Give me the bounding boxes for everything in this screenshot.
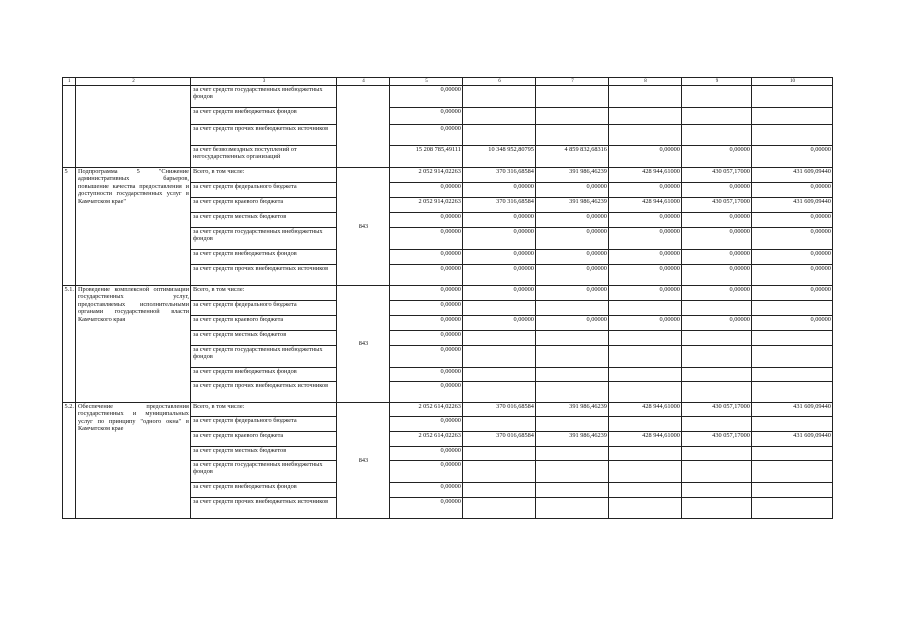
amount-cell: 0,00000 xyxy=(390,108,463,125)
funding-source: за счет средств краевого бюджета xyxy=(191,432,337,447)
amount-cell: 428 944,61000 xyxy=(609,432,682,447)
amount-cell xyxy=(682,346,752,368)
funding-source: за счет средств государственных внебюджетных фондов xyxy=(191,228,337,250)
amount-cell: 0,00000 xyxy=(609,228,682,250)
amount-cell: 0,00000 xyxy=(390,483,463,498)
amount-cell: 2 052 914,02263 xyxy=(390,168,463,183)
amount-cell: 0,00000 xyxy=(463,213,536,228)
item-number: 5.2. xyxy=(63,403,76,519)
item-number xyxy=(63,86,76,168)
amount-cell xyxy=(463,368,536,382)
amount-cell xyxy=(609,483,682,498)
amount-cell: 0,00000 xyxy=(463,228,536,250)
amount-cell: 0,00000 xyxy=(390,447,463,461)
amount-cell: 430 057,17000 xyxy=(682,403,752,417)
amount-cell xyxy=(682,301,752,316)
amount-cell: 428 944,61000 xyxy=(609,198,682,213)
amount-cell: 370 316,68584 xyxy=(463,198,536,213)
amount-cell xyxy=(682,86,752,108)
amount-cell xyxy=(752,301,833,316)
column-header: 3 xyxy=(191,78,337,86)
amount-cell: 0,00000 xyxy=(536,228,609,250)
column-header: 1 xyxy=(63,78,76,86)
amount-cell xyxy=(609,125,682,146)
amount-cell xyxy=(682,382,752,403)
amount-cell: 391 986,46239 xyxy=(536,168,609,183)
amount-cell: 0,00000 xyxy=(390,331,463,346)
amount-cell xyxy=(536,447,609,461)
amount-cell: 0,00000 xyxy=(682,146,752,168)
amount-cell xyxy=(463,125,536,146)
amount-cell: 430 057,17000 xyxy=(682,198,752,213)
amount-cell xyxy=(609,368,682,382)
amount-cell xyxy=(536,368,609,382)
amount-cell: 0,00000 xyxy=(752,183,833,198)
amount-cell: 0,00000 xyxy=(752,213,833,228)
amount-cell: 0,00000 xyxy=(390,213,463,228)
amount-cell xyxy=(463,331,536,346)
table-row xyxy=(63,286,833,301)
amount-cell: 0,00000 xyxy=(463,183,536,198)
amount-cell xyxy=(752,86,833,108)
amount-cell xyxy=(609,301,682,316)
amount-cell: 0,00000 xyxy=(682,265,752,286)
amount-cell xyxy=(752,417,833,432)
table-row xyxy=(63,168,833,183)
column-header: 7 xyxy=(536,78,609,86)
item-number: 5.1. xyxy=(63,286,76,403)
amount-cell xyxy=(752,382,833,403)
amount-cell xyxy=(609,461,682,483)
financing-table xyxy=(62,77,833,519)
item-name: Подпрограмма 5 "Снижение административных барьеров, повышение качества предоставления и доступности государственных услуг в Камчатском крае" xyxy=(76,168,191,286)
amount-cell xyxy=(463,86,536,108)
amount-cell: 0,00000 xyxy=(390,301,463,316)
funding-source: за счет средств местных бюджетов xyxy=(191,447,337,461)
funding-source: за счет средств местных бюджетов xyxy=(191,213,337,228)
amount-cell xyxy=(609,331,682,346)
amount-cell: 0,00000 xyxy=(390,498,463,519)
amount-cell xyxy=(609,447,682,461)
column-header: 2 xyxy=(76,78,191,86)
amount-cell: 0,00000 xyxy=(390,250,463,265)
amount-cell: 428 944,61000 xyxy=(609,168,682,183)
amount-cell: 2 052 614,02263 xyxy=(390,432,463,447)
amount-cell xyxy=(536,331,609,346)
funding-source: за счет средств прочих внебюджетных источников xyxy=(191,382,337,403)
administrator-code: 843 xyxy=(337,403,390,519)
amount-cell: 0,00000 xyxy=(390,368,463,382)
amount-cell: 430 057,17000 xyxy=(682,432,752,447)
administrator-code: 843 xyxy=(337,168,390,286)
header-row xyxy=(63,78,833,86)
amount-cell xyxy=(609,382,682,403)
amount-cell: 0,00000 xyxy=(609,146,682,168)
funding-source: Всего, в том числе: xyxy=(191,168,337,183)
funding-source: за счет средств государственных внебюджетных фондов xyxy=(191,461,337,483)
amount-cell xyxy=(536,346,609,368)
amount-cell xyxy=(463,108,536,125)
amount-cell: 428 944,61000 xyxy=(609,403,682,417)
table-body xyxy=(63,86,833,519)
funding-source: за счет средств государственных внебюджетных фондов xyxy=(191,86,337,108)
amount-cell: 0,00000 xyxy=(390,417,463,432)
column-header: 5 xyxy=(390,78,463,86)
amount-cell xyxy=(536,382,609,403)
funding-source: Всего, в том числе: xyxy=(191,286,337,301)
column-header: 6 xyxy=(463,78,536,86)
amount-cell: 0,00000 xyxy=(463,250,536,265)
amount-cell: 0,00000 xyxy=(463,286,536,301)
amount-cell xyxy=(463,483,536,498)
amount-cell: 0,00000 xyxy=(536,213,609,228)
column-header: 8 xyxy=(609,78,682,86)
amount-cell: 0,00000 xyxy=(609,213,682,228)
amount-cell: 0,00000 xyxy=(390,228,463,250)
amount-cell: 0,00000 xyxy=(609,316,682,331)
amount-cell xyxy=(536,125,609,146)
amount-cell: 0,00000 xyxy=(682,213,752,228)
amount-cell xyxy=(536,417,609,432)
funding-source: за счет средств местных бюджетов xyxy=(191,331,337,346)
funding-source: за счет средств краевого бюджета xyxy=(191,198,337,213)
column-header: 10 xyxy=(752,78,833,86)
amount-cell xyxy=(536,483,609,498)
item-name: Проведение комплексной оптимизации государственных услуг, предоставляемых исполнительными органами государственной власти Камчатского края xyxy=(76,286,191,403)
amount-cell xyxy=(536,86,609,108)
amount-cell: 0,00000 xyxy=(390,346,463,368)
amount-cell: 0,00000 xyxy=(463,265,536,286)
item-name: Обеспечение предоставления государственных и муниципальных услуг по принципу "одного окна" в Камчатском крае xyxy=(76,403,191,519)
amount-cell: 0,00000 xyxy=(682,316,752,331)
column-header: 9 xyxy=(682,78,752,86)
amount-cell xyxy=(752,125,833,146)
funding-source: Всего, в том числе: xyxy=(191,403,337,417)
amount-cell xyxy=(609,498,682,519)
amount-cell: 0,00000 xyxy=(609,286,682,301)
amount-cell: 0,00000 xyxy=(752,316,833,331)
amount-cell xyxy=(682,447,752,461)
amount-cell xyxy=(609,417,682,432)
amount-cell xyxy=(536,498,609,519)
amount-cell xyxy=(752,346,833,368)
amount-cell xyxy=(609,108,682,125)
funding-source: за счет средств внебюджетных фондов xyxy=(191,483,337,498)
funding-source: за счет средств федерального бюджета xyxy=(191,417,337,432)
amount-cell: 0,00000 xyxy=(752,146,833,168)
amount-cell xyxy=(609,86,682,108)
amount-cell xyxy=(752,498,833,519)
amount-cell: 0,00000 xyxy=(609,265,682,286)
column-header: 4 xyxy=(337,78,390,86)
amount-cell xyxy=(682,417,752,432)
funding-source: за счет средств федерального бюджета xyxy=(191,183,337,198)
amount-cell: 0,00000 xyxy=(752,228,833,250)
table-row xyxy=(63,403,833,417)
amount-cell xyxy=(682,483,752,498)
amount-cell: 0,00000 xyxy=(682,250,752,265)
amount-cell xyxy=(752,447,833,461)
amount-cell: 370 016,68584 xyxy=(463,432,536,447)
amount-cell: 430 057,17000 xyxy=(682,168,752,183)
funding-source: за счет средств внебюджетных фондов xyxy=(191,368,337,382)
amount-cell: 0,00000 xyxy=(682,183,752,198)
amount-cell: 0,00000 xyxy=(752,265,833,286)
amount-cell: 0,00000 xyxy=(390,125,463,146)
amount-cell: 0,00000 xyxy=(536,250,609,265)
amount-cell: 2 052 614,02263 xyxy=(390,403,463,417)
amount-cell: 0,00000 xyxy=(390,316,463,331)
item-name xyxy=(76,86,191,168)
amount-cell xyxy=(463,461,536,483)
amount-cell: 0,00000 xyxy=(536,316,609,331)
amount-cell xyxy=(536,108,609,125)
administrator-code xyxy=(337,86,390,168)
amount-cell: 0,00000 xyxy=(390,382,463,403)
funding-source: за счет средств краевого бюджета xyxy=(191,316,337,331)
amount-cell: 391 986,46239 xyxy=(536,432,609,447)
amount-cell xyxy=(536,301,609,316)
amount-cell xyxy=(752,331,833,346)
amount-cell xyxy=(682,461,752,483)
amount-cell: 4 859 832,68316 xyxy=(536,146,609,168)
amount-cell: 10 348 952,80795 xyxy=(463,146,536,168)
amount-cell: 391 986,46239 xyxy=(536,403,609,417)
amount-cell xyxy=(463,346,536,368)
amount-cell: 431 609,09440 xyxy=(752,198,833,213)
amount-cell: 0,00000 xyxy=(536,265,609,286)
amount-cell: 0,00000 xyxy=(390,183,463,198)
amount-cell: 431 609,09440 xyxy=(752,432,833,447)
amount-cell xyxy=(682,108,752,125)
amount-cell: 0,00000 xyxy=(682,286,752,301)
amount-cell: 0,00000 xyxy=(682,228,752,250)
amount-cell: 370 016,68584 xyxy=(463,403,536,417)
amount-cell xyxy=(536,461,609,483)
amount-cell xyxy=(682,498,752,519)
amount-cell: 0,00000 xyxy=(752,286,833,301)
amount-cell xyxy=(752,461,833,483)
funding-source: за счет безвозмездных поступлений от негосударственных организаций xyxy=(191,146,337,168)
amount-cell: 0,00000 xyxy=(390,265,463,286)
amount-cell xyxy=(752,108,833,125)
amount-cell: 370 316,68584 xyxy=(463,168,536,183)
amount-cell: 391 986,46239 xyxy=(536,198,609,213)
amount-cell: 0,00000 xyxy=(390,86,463,108)
amount-cell: 431 609,09440 xyxy=(752,168,833,183)
funding-source: за счет средств прочих внебюджетных источников xyxy=(191,498,337,519)
funding-source: за счет средств федерального бюджета xyxy=(191,301,337,316)
funding-source: за счет средств прочих внебюджетных источников xyxy=(191,125,337,146)
amount-cell: 431 609,09440 xyxy=(752,403,833,417)
amount-cell: 2 052 914,02263 xyxy=(390,198,463,213)
amount-cell xyxy=(463,447,536,461)
funding-source: за счет средств прочих внебюджетных источников xyxy=(191,265,337,286)
amount-cell: 0,00000 xyxy=(390,461,463,483)
amount-cell xyxy=(609,346,682,368)
amount-cell: 0,00000 xyxy=(752,250,833,265)
item-number: 5 xyxy=(63,168,76,286)
amount-cell xyxy=(752,368,833,382)
funding-source: за счет средств внебюджетных фондов xyxy=(191,108,337,125)
table-row xyxy=(63,86,833,108)
amount-cell xyxy=(463,498,536,519)
amount-cell xyxy=(463,301,536,316)
funding-source: за счет средств государственных внебюджетных фондов xyxy=(191,346,337,368)
amount-cell xyxy=(682,368,752,382)
amount-cell: 0,00000 xyxy=(390,286,463,301)
amount-cell xyxy=(463,417,536,432)
amount-cell: 15 208 785,49111 xyxy=(390,146,463,168)
amount-cell: 0,00000 xyxy=(536,286,609,301)
amount-cell: 0,00000 xyxy=(536,183,609,198)
amount-cell xyxy=(682,331,752,346)
amount-cell: 0,00000 xyxy=(609,250,682,265)
amount-cell: 0,00000 xyxy=(609,183,682,198)
amount-cell: 0,00000 xyxy=(463,316,536,331)
administrator-code: 843 xyxy=(337,286,390,403)
funding-source: за счет средств внебюджетных фондов xyxy=(191,250,337,265)
amount-cell xyxy=(682,125,752,146)
amount-cell xyxy=(752,483,833,498)
amount-cell xyxy=(463,382,536,403)
